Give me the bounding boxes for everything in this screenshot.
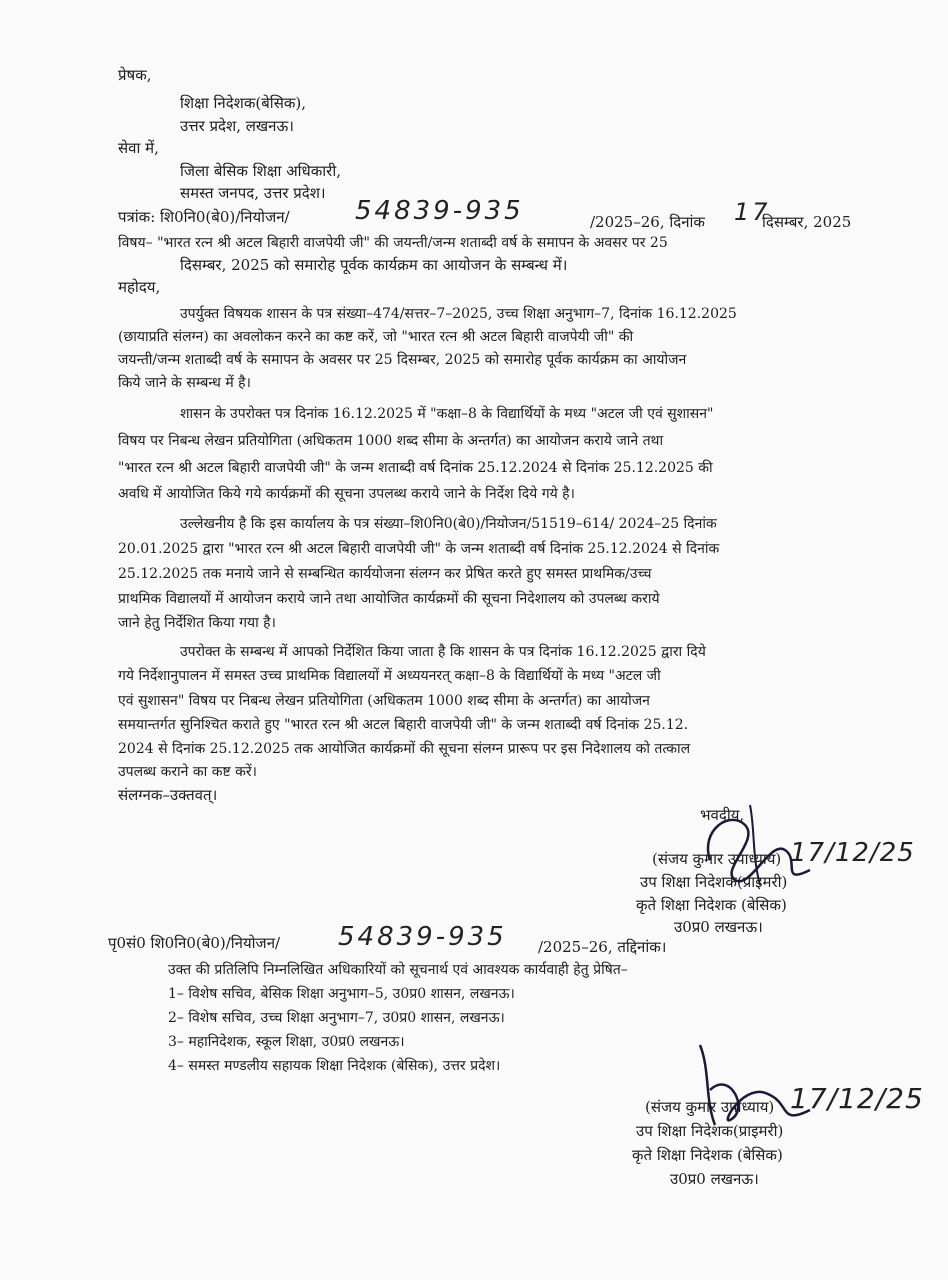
para2-line: शासन के उपरोक्त पत्र दिनांक 16.12.2025 में "कक्षा–8 के विद्यार्थियों के मध्य "अटल जी एवं सुशासन": [180, 406, 714, 422]
sender-label: प्रेषक,: [118, 66, 152, 84]
para2-line: विषय पर निबन्ध लेखन प्रतियोगिता (अधिकतम 1000 शब्द सीमा के अन्तर्गत) का आयोजन कराये जाने तथा: [118, 433, 664, 449]
ref-day-handwritten: 17: [734, 198, 771, 226]
to-label: सेवा में,: [118, 139, 159, 157]
para3-line: 25.12.2025 तक मनाये जाने से सम्बन्धित कार्ययोजना संलग्न कर प्रेषित करते हुए समस्त प्राथमिक/उच्च: [118, 566, 652, 582]
copy-recipient: 4– समस्त मण्डलीय सहायक शिक्षा निदेशक (बेसिक), उत्तर प्रदेश।: [168, 1058, 501, 1074]
para3-line: उल्लेखनीय है कि इस कार्यालय के पत्र संख्या–शि0नि0(बे0)/नियोजन/51519–614/ 2024–25 दिनांक: [180, 516, 717, 532]
para2-line: अवधि में आयोजित किये गये कार्यक्रमों की सूचना उपलब्ध कराये जाने के निर्देश दिये गये है।: [118, 486, 575, 502]
para1-line: जयन्ती/जन्म शताब्दी वर्ष के समापन के अवसर पर 25 दिसम्बर, 2025 को समारोह पूर्वक कार्यक्रम का आयोजन: [118, 352, 687, 368]
para4-line: एवं सुशासन" विषय पर निबन्ध लेखन प्रतियोगिता (अधिकतम 1000 शब्द सीमा के अन्तर्गत) का आयोजन: [118, 693, 650, 709]
para4-line: गये निर्देशानुपालन में समस्त उच्च प्राथमिक विद्यालयों में अध्ययनरत् कक्षा–8 के विद्यार्थियों के मध्य "अटल जी: [118, 668, 661, 684]
sender-line1: शिक्षा निदेशक(बेसिक),: [180, 94, 306, 112]
para4-line: उपलब्ध कराने का कष्ट करें।: [118, 764, 257, 780]
para1-line: उपर्युक्त विषयक शासन के पत्र संख्या–474/सत्तर–7–2025, उच्च शिक्षा अनुभाग–7, दिनांक 16.12.2025: [180, 306, 737, 322]
para2-line: "भारत रत्न श्री अटल बिहारी वाजपेयी जी" के जन्म शताब्दी वर्ष दिनांक 25.12.2024 से दिनांक 25.12.2025 की: [118, 460, 713, 476]
signatory-place-2: उ0प्र0 लखनऊ।: [670, 1170, 759, 1188]
copy-ref-suffix: /2025–26, तद्दिनांक।: [538, 938, 667, 956]
ref-number-handwritten: 54839-935: [355, 196, 524, 226]
para3-line: जाने हेतु निर्देशित किया गया है।: [118, 615, 276, 631]
para4-line: उपरोक्त के सम्बन्ध में आपको निर्देशित किया जाता है कि शासन के पत्र दिनांक 16.12.2025 द्वारा दिये: [180, 644, 706, 660]
copy-ref-prefix: पृ0सं0 शि0नि0(बे0)/नियोजन/: [108, 934, 281, 952]
signatory-designation-1: उप शिक्षा निदेशक(प्राइमरी): [640, 873, 788, 891]
copy-ref-number-handwritten: 54839-935: [338, 922, 507, 952]
signatory-for-1: कृते शिक्षा निदेशक (बेसिक): [636, 896, 787, 914]
para3-line: प्राथमिक विद्यालयों में आयोजन कराये जाने तथा आयोजित कार्यक्रमों की सूचना निदेशालय को उपलब्ध कराये: [118, 591, 660, 607]
enclosure: संलग्नक–उक्तवत्।: [118, 786, 218, 804]
ref-date-rest: दिसम्बर, 2025: [762, 213, 852, 231]
subject-line1: विषय– "भारत रत्न श्री अटल बिहारी वाजपेयी जी" की जयन्ती/जन्म शताब्दी वर्ष के समापन के अवसर पर 25: [118, 235, 668, 251]
signature-date-2: 17/12/25: [790, 1082, 924, 1115]
to-line2: समस्त जनपद, उत्तर प्रदेश।: [180, 184, 326, 202]
signature-date-1: 17/12/25: [790, 838, 915, 868]
para4-line: समयान्तर्गत सुनिश्चित कराते हुए "भारत रत्न श्री अटल बिहारी वाजपेयी जी" के जन्म शताब्दी वर्ष दिनांक 25.12.: [118, 717, 689, 733]
salutation: महोदय,: [118, 278, 161, 296]
para3-line: 20.01.2025 द्वारा "भारत रत्न श्री अटल बिहारी वाजपेयी जी" के जन्म शताब्दी वर्ष दिनांक 25.12.2024 से दिनांक: [118, 541, 720, 557]
signatory-designation-2: उप शिक्षा निदेशक(प्राइमरी): [636, 1122, 784, 1140]
copy-recipient: 2– विशेष सचिव, उच्च शिक्षा अनुभाग–7, उ0प्र0 शासन, लखनऊ।: [168, 1010, 505, 1026]
to-line1: जिला बेसिक शिक्षा अधिकारी,: [180, 162, 341, 180]
copy-recipient: 3– महानिदेशक, स्कूल शिक्षा, उ0प्र0 लखनऊ।: [168, 1034, 405, 1050]
signatory-for-2: कृते शिक्षा निदेशक (बेसिक): [632, 1146, 783, 1164]
ref-prefix: पत्रांक: शि0नि0(बे0)/नियोजन/: [118, 208, 290, 226]
ref-suffix: /2025–26, दिनांक: [590, 213, 705, 231]
para4-line: 2024 से दिनांक 25.12.2025 तक आयोजित कार्यक्रमों की सूचना संलग्न प्रारूप पर इस निदेशालय को तत्काल: [118, 741, 691, 757]
signatory-name-2: (संजय कुमार उपाध्याय): [645, 1098, 775, 1116]
para1-line: (छायाप्रति संलग्न) का अवलोकन करने का कष्ट करें, जो "भारत रत्न श्री अटल बिहारी वाजपेयी जी" की: [118, 329, 634, 345]
copy-recipient: 1– विशेष सचिव, बेसिक शिक्षा अनुभाग–5, उ0प्र0 शासन, लखनऊ।: [168, 986, 515, 1002]
sender-line2: उत्तर प्रदेश, लखनऊ।: [180, 117, 294, 135]
subject-line2: दिसम्बर, 2025 को समारोह पूर्वक कार्यक्रम का आयोजन के सम्बन्ध में।: [180, 256, 568, 274]
para1-line: किये जाने के सम्बन्ध में है।: [118, 375, 251, 391]
signatory-place-1: उ0प्र0 लखनऊ।: [674, 918, 763, 936]
yours-faithfully: भवदीय,: [700, 806, 745, 824]
signatory-name-1: (संजय कुमार उपाध्याय): [652, 850, 782, 868]
copy-intro: उक्त की प्रतिलिपि निम्नलिखित अधिकारियों को सूचनार्थ एवं आवश्यक कार्यवाही हेतु प्रेषित–: [168, 962, 628, 978]
